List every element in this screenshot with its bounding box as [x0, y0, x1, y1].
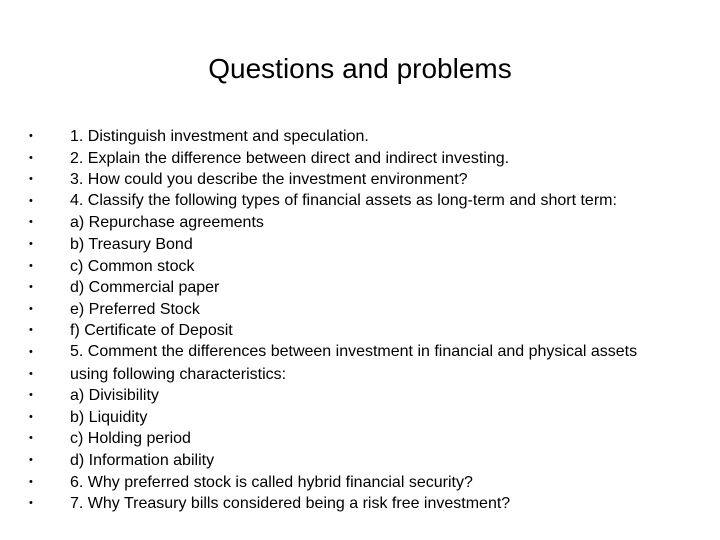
bullet-icon: • [29, 130, 33, 142]
list-item-text: 7. Why Treasury bills considered being a risk free investment? [70, 495, 511, 513]
bullet-icon: • [29, 237, 33, 250]
list-item [29, 126, 679, 148]
list-item [29, 450, 679, 472]
list-item-text: d) Commercial paper [70, 279, 220, 297]
list-item [29, 407, 679, 429]
list-item [29, 169, 679, 191]
bullet-icon: • [29, 432, 33, 445]
list-item-text: using following characteristics: [70, 365, 287, 383]
list-item-text: c) Holding period [70, 430, 191, 448]
bullet-icon: • [29, 281, 33, 294]
list-item [29, 148, 679, 170]
bullet-icon: • [29, 302, 33, 315]
list-item [29, 342, 679, 364]
list-item-text: 6. Why preferred stock is called hybrid financial security? [70, 473, 473, 491]
list-item-text: 4. Classify the following types of financial assets as long-term and short term: [70, 191, 617, 209]
list-item-text: 3. How could you describe the investment environment? [70, 171, 468, 189]
list-item [29, 299, 679, 321]
bullet-icon: • [29, 497, 33, 510]
list-item-text: b) Treasury Bond [70, 235, 193, 253]
list-item [29, 277, 679, 299]
list-item [29, 364, 679, 386]
bullet-icon: • [29, 324, 33, 337]
list-item-text: 2. Explain the difference between direct and indirect investing. [70, 149, 510, 167]
list-item-text: a) Divisibility [70, 387, 159, 405]
slide-title: Questions and problems [208, 53, 512, 84]
bullet-icon: • [29, 259, 33, 272]
list-item [29, 428, 679, 450]
list-item [29, 234, 679, 256]
list-item-text: 5. Comment the differences between investment in financial and physical assets [70, 342, 638, 360]
bullet-icon: • [29, 345, 33, 358]
list-item [29, 256, 679, 278]
list-item-text: b) Liquidity [70, 408, 148, 426]
bullet-icon: • [29, 216, 33, 229]
list-item-text: d) Information ability [70, 451, 215, 469]
list-item-text: a) Repurchase agreements [70, 214, 264, 232]
list-item-text: 1. Distinguish investment and speculation. [70, 128, 369, 145]
list-item [29, 493, 679, 515]
bullet-icon: • [29, 453, 33, 466]
bullet-icon: • [29, 389, 33, 402]
list-item-text: f) Certificate of Deposit [70, 322, 233, 340]
list-item-text: e) Preferred Stock [70, 300, 200, 318]
list-item [29, 385, 679, 407]
bullet-list [29, 126, 679, 515]
bullet-icon: • [29, 173, 33, 186]
list-item [29, 320, 679, 342]
bullet-icon: • [29, 410, 33, 423]
bullet-icon: • [29, 367, 33, 380]
bullet-icon: • [29, 194, 33, 207]
bullet-icon: • [29, 475, 33, 488]
bullet-icon: • [29, 151, 33, 164]
list-item-text: c) Common stock [70, 257, 195, 275]
list-item [29, 472, 679, 494]
list-item [29, 212, 679, 234]
list-item [29, 191, 679, 213]
